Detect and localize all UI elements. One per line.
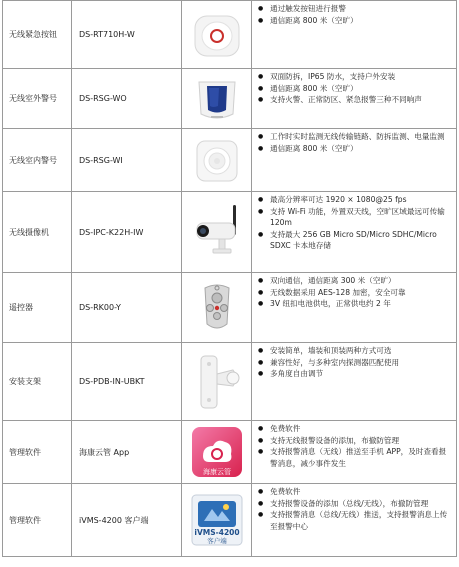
product-model: DS-IPC-K22H-IW	[72, 192, 182, 273]
product-image-cell	[182, 273, 252, 343]
product-image-cell	[182, 484, 252, 557]
remote-control-icon	[189, 280, 245, 336]
feature-item: ● 通信距离 800 米（空旷）	[256, 143, 453, 155]
product-image-cell	[182, 343, 252, 421]
product-name: 管理软件	[3, 484, 72, 557]
product-name: 安装支架	[3, 343, 72, 421]
feature-list	[256, 345, 453, 380]
feature-cell	[252, 69, 457, 129]
product-name: 无线紧急按钮	[3, 1, 72, 69]
product-model: DS-RT710H-W	[72, 1, 182, 69]
panic-button-icon	[189, 8, 245, 62]
feature-list	[256, 194, 453, 252]
table-row	[3, 192, 457, 273]
product-image-cell	[182, 192, 252, 273]
feature-item: ● 工作时实时监测无线传输链路、防拆监测、电量监测	[256, 131, 453, 143]
feature-item: ● 通信距离 800 米（空旷）	[256, 83, 453, 95]
product-name: 无线摄像机	[3, 192, 72, 273]
feature-list	[256, 486, 453, 532]
product-table	[2, 0, 457, 557]
ivms-4200-client-icon	[188, 491, 246, 549]
feature-item: ● 支持 Wi-Fi 功能，外置双天线，空旷区域最远可传输 120m	[256, 206, 453, 229]
feature-item: ● 多角度自由调节	[256, 368, 453, 380]
mounting-bracket-icon	[189, 350, 245, 414]
feature-item: ● 双面防拆，IP65 防水，支持户外安装	[256, 71, 453, 83]
table-row	[3, 421, 457, 484]
feature-item: ● 支持无线报警设备的添加，布撤防管理	[256, 435, 453, 447]
feature-cell	[252, 129, 457, 192]
product-name: 无线室内警号	[3, 129, 72, 192]
table-row	[3, 69, 457, 129]
product-image-cell	[182, 421, 252, 484]
feature-cell	[252, 484, 457, 557]
table-row	[3, 343, 457, 421]
feature-cell	[252, 273, 457, 343]
product-image-cell	[182, 129, 252, 192]
feature-item: ● 最高分辨率可达 1920 × 1080@25 fps	[256, 194, 453, 206]
table-row	[3, 273, 457, 343]
feature-item: ● 支持报警设备的添加（总线/无线），布撤防管理	[256, 498, 453, 510]
wireless-camera-icon	[189, 199, 245, 265]
product-model: iVMS-4200 客户端	[72, 484, 182, 557]
indoor-siren-icon	[189, 133, 245, 187]
outdoor-siren-icon	[189, 72, 245, 126]
feature-list	[256, 71, 453, 106]
product-name: 管理软件	[3, 421, 72, 484]
table-row	[3, 129, 457, 192]
feature-list	[256, 275, 453, 310]
feature-item: ● 免费软件	[256, 423, 453, 435]
feature-item: ● 支持最大 256 GB Micro SD/Micro SDHC/Micro SDXC 卡本地存储	[256, 229, 453, 252]
product-model: DS-RK00-Y	[72, 273, 182, 343]
product-name: 遥控器	[3, 273, 72, 343]
product-model: DS-RSG-WO	[72, 69, 182, 129]
product-model: 海康云管 App	[72, 421, 182, 484]
feature-item: ● 支持报警消息（无线）推送至手机 APP，及时查看报警消息，减少事件发生	[256, 446, 453, 469]
feature-item: ● 通过触发按钮进行报警	[256, 3, 453, 15]
feature-cell	[252, 1, 457, 69]
product-name: 无线室外警号	[3, 69, 72, 129]
feature-item: ● 3V 纽扣电池供电，正常供电约 2 年	[256, 298, 453, 310]
client-icon-subcaption: 客户端	[206, 537, 227, 545]
feature-item: ● 免费软件	[256, 486, 453, 498]
table-row	[3, 1, 457, 69]
feature-item: ● 通信距离 800 米（空旷）	[256, 15, 453, 27]
product-image-cell	[182, 69, 252, 129]
feature-list	[256, 423, 453, 469]
feature-cell	[252, 421, 457, 484]
feature-cell	[252, 343, 457, 421]
feature-list	[256, 131, 453, 154]
feature-item: ● 双向通信，通信距离 300 米（空旷）	[256, 275, 453, 287]
client-icon-caption: iVMS-4200	[193, 528, 240, 537]
feature-list	[256, 3, 453, 26]
feature-item: ● 安装简单，墙装和顶装两种方式可选	[256, 345, 453, 357]
hik-cloud-app-icon	[189, 424, 245, 480]
product-model: DS-RSG-WI	[72, 129, 182, 192]
product-image-cell	[182, 1, 252, 69]
feature-item: ● 无线数据采用 AES-128 加密，安全可靠	[256, 287, 453, 299]
product-model: DS-PDB-IN-UBKT	[72, 343, 182, 421]
feature-item: ● 兼容性好，与多种室内探测器匹配使用	[256, 357, 453, 369]
table-row	[3, 484, 457, 557]
feature-item: ● 支持火警、正常防区、紧急报警三种不同响声	[256, 94, 453, 106]
product-table-sheet	[2, 0, 456, 557]
feature-item: ● 支持报警消息（总线/无线）推送，支持报警消息上传至报警中心	[256, 509, 453, 532]
app-icon-caption: 海康云管	[202, 468, 231, 476]
feature-cell	[252, 192, 457, 273]
